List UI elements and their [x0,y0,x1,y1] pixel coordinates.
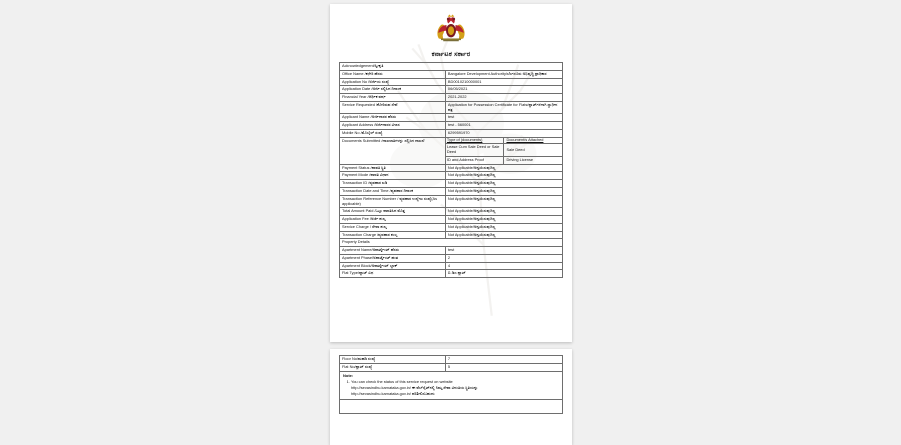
row-value: Not Applicable/ಅನ್ವಯಿಸುವುದಿಲ್ಲ [445,231,562,239]
emblem-container [339,12,563,50]
row-value: Not Applicable/ಅನ್ವಯಿಸುವುದಿಲ್ಲ [445,195,562,208]
row-label: Apartment Phase/ಅಪಾರ್ಟ್ಮೆಂಟ್ ಹಂತ [340,254,446,262]
row-value: Not Applicable/ಅನ್ವಯಿಸುವುದಿಲ್ಲ [445,223,562,231]
row-label: Transaction ID /ವ್ಯವಹಾರ ಐಡಿ [340,180,446,188]
note-list-item [351,379,562,397]
row-value: Application for Possession Certificate for Flats/ಫ್ಲಾಟ್‌ಗಳಿಗಾಗಿ ಸ್ವಾಧೀನ ಪತ್ರ [445,101,562,114]
row-value: Not Applicable/ಅನ್ವಯಿಸುವುದಿಲ್ಲ [445,180,562,188]
table-row [340,223,563,231]
row-value: ಬಿ ಡಿಎ ಫ್ಲಾಟ್ [445,270,562,278]
row-value: Not Applicable/ಅನ್ವಯಿಸುವುದಿಲ್ಲ [445,172,562,180]
table-row [340,94,563,102]
table-row [340,254,563,262]
document-item-row [445,156,563,164]
row-label: Applicant Address /ಅರ್ಜಿದಾರರ ವಿಳಾಸ [340,122,446,130]
row-value: 6299591970 [445,129,562,137]
table-row [340,86,563,94]
row-label: Transaction Charge /ವ್ಯವಹಾರ ಶುಲ್ಕ [340,231,446,239]
table-row [340,188,563,196]
row-label: Service Charge / ಸೇವಾ ಶುಲ್ಕ [340,223,446,231]
document-page-2 [330,349,572,445]
row-label: Payment Mode /ಪಾವತಿ ವಿಧಾನ [340,172,446,180]
row-value: 7 [445,356,562,364]
row-label: Transaction Reference Number / ವ್ಯವಹಾರ ಉಲ್ಲೇಖ ಸಂಖ್ಯೆ(As applicable) [340,195,446,208]
table-row [340,70,563,78]
row-label: Apartment Name/ಅಪಾರ್ಟ್ಮೆಂಟ್ ಹೆಸರು [340,247,446,255]
documents-submitted-row [340,137,563,164]
table-row [340,356,563,364]
row-value: test [445,247,562,255]
document-type: ID and Address Proof [445,156,504,164]
row-label: Payment Status /ಪಾವತಿ ಸ್ಥಿತಿ [340,164,446,172]
note-section-row [340,371,563,399]
government-title: ಕರ್ನಾಟಕ ಸರ್ಕಾರ [431,51,471,58]
note-section [340,371,563,399]
row-value: BD0010210000001 [445,78,562,86]
blank-cell [340,399,563,413]
row-value: 5 [445,363,562,371]
table-row [340,78,563,86]
documents-attached-header: Document/s Attached [504,137,563,144]
table-row [340,172,563,180]
table-row [340,270,563,278]
row-value: 4 [445,262,562,270]
documents-table [445,137,563,165]
document-type: Lease Cum Sale Deed or Sale Deed [445,144,504,157]
table-row [340,195,563,208]
documents-submitted-value [445,137,562,164]
row-value: test - 560001 [445,122,562,130]
note-list [340,379,562,397]
sevasindhu-url-line-1[interactable]: http://sevasindhu.karnataka.gov.in/ ಈ ವೆಬ್‌ಸೈಟ್‌ನಲ್ಲಿ ನಿಮ್ಮ ಸೇವಾ ವಿನಂತಿಯ ಸ್ಥಿತಿಯನ್ನು [351,385,478,391]
row-label: Office Name /ಕಛೇರಿ ಹೆಸರು [340,70,446,78]
page2-table [339,355,563,414]
document-attached: Driving License [504,156,563,164]
row-label: Flat No/ಫ್ಲಾಟ್ ಸಂಖ್ಯೆ [340,363,446,371]
property-details-title: Property Details [340,239,563,247]
table-row [340,180,563,188]
documents-head-row [445,137,563,144]
row-value: 2021-2022 [445,94,562,102]
row-value: Not Applicable/ಅನ್ವಯಿಸುವುದಿಲ್ಲ [445,164,562,172]
row-value: test [445,114,562,122]
table-row [340,114,563,122]
table-row [340,208,563,216]
acknowledgement-title: Acknowledgement/ಸ್ವೀಕೃತಿ [340,63,563,71]
row-label: Applicant Name /ಅರ್ಜಿದಾರರ ಹೆಸರು [340,114,446,122]
acknowledgement-table [339,62,563,278]
row-label: Flat Type/ಫ್ಲಾಟ್ ವಿಧ [340,270,446,278]
row-value: 2 [445,254,562,262]
row-label: Financial Year /ಆರ್ಥಿಕ ವರ್ಷ [340,94,446,102]
karnataka-state-emblem-icon [434,14,468,44]
table-row [340,231,563,239]
row-label: Service Requested /ಕೋರಿರುವ ಸೇವೆ [340,101,446,114]
table-row [340,122,563,130]
table-row [340,164,563,172]
blank-trailing-row [340,399,563,413]
row-value: 06/05/2021 [445,86,562,94]
table-row [340,101,563,114]
row-label: Apartment Block/ಅಪಾರ್ಟ್ಮೆಂಟ್ ಬ್ಲಾಕ್ [340,262,446,270]
sevasindhu-url-line-2[interactable]: http://sevasindhu.karnataka.gov.in/ ಪರಿಶೀಲಿಸಬಹುದು [351,391,435,397]
acknowledgement-header-row [340,63,563,71]
document-page-1 [330,4,572,342]
table-row [340,363,563,371]
row-label: Application No /ಅರ್ಜಿಯ ಸಂಖ್ಯೆ [340,78,446,86]
document-attached: Sale Deed [504,144,563,157]
row-label: Total Amount Paid /ಒಟ್ಟು ಪಾವತಿಸಿದ ಮೊತ್ತ [340,208,446,216]
row-value: Not Applicable/ಅನ್ವಯಿಸುವುದಿಲ್ಲ [445,216,562,224]
property-details-header-row [340,239,563,247]
documents-type-header: Type of (documents) [445,137,504,144]
documents-submitted-label: Documents Submitted /ದಾಖಲಾತಿಗಳನ್ನು ಸಲ್ಲಿಸಿದ ದಾಖಲೆ [340,137,446,164]
table-row [340,262,563,270]
note-item-text: You can check the status of this service request on website [351,379,453,385]
row-value: Not Applicable/ಅನ್ವಯಿಸುವುದಿಲ್ಲ [445,208,562,216]
row-label: Application Fee /ಅರ್ಜಿ ಶುಲ್ಕ [340,216,446,224]
row-value: Not Applicable/ಅನ್ವಯಿಸುವುದಿಲ್ಲ [445,188,562,196]
row-label: Floor No/ಮಹಡಿ ಸಂಖ್ಯೆ [340,356,446,364]
row-label: Mobile No /ಮೊಬೈಲ್ ಸಂಖ್ಯೆ [340,129,446,137]
note-heading: Note: [343,372,354,378]
row-label: Transaction Date and Time /ವ್ಯವಹಾರ ದಿನಾಂಕ [340,188,446,196]
document-item-row [445,144,563,157]
row-label: Application Date /ಅರ್ಜಿ ಸಲ್ಲಿಸಿದ ದಿನಾಂಕ [340,86,446,94]
table-row [340,216,563,224]
table-row [340,247,563,255]
row-value: Bangalore Development Authority/ಬೆಂಗಳೂರು ಅಭಿವೃದ್ಧಿ ಪ್ರಾಧಿಕಾರ [445,70,562,78]
